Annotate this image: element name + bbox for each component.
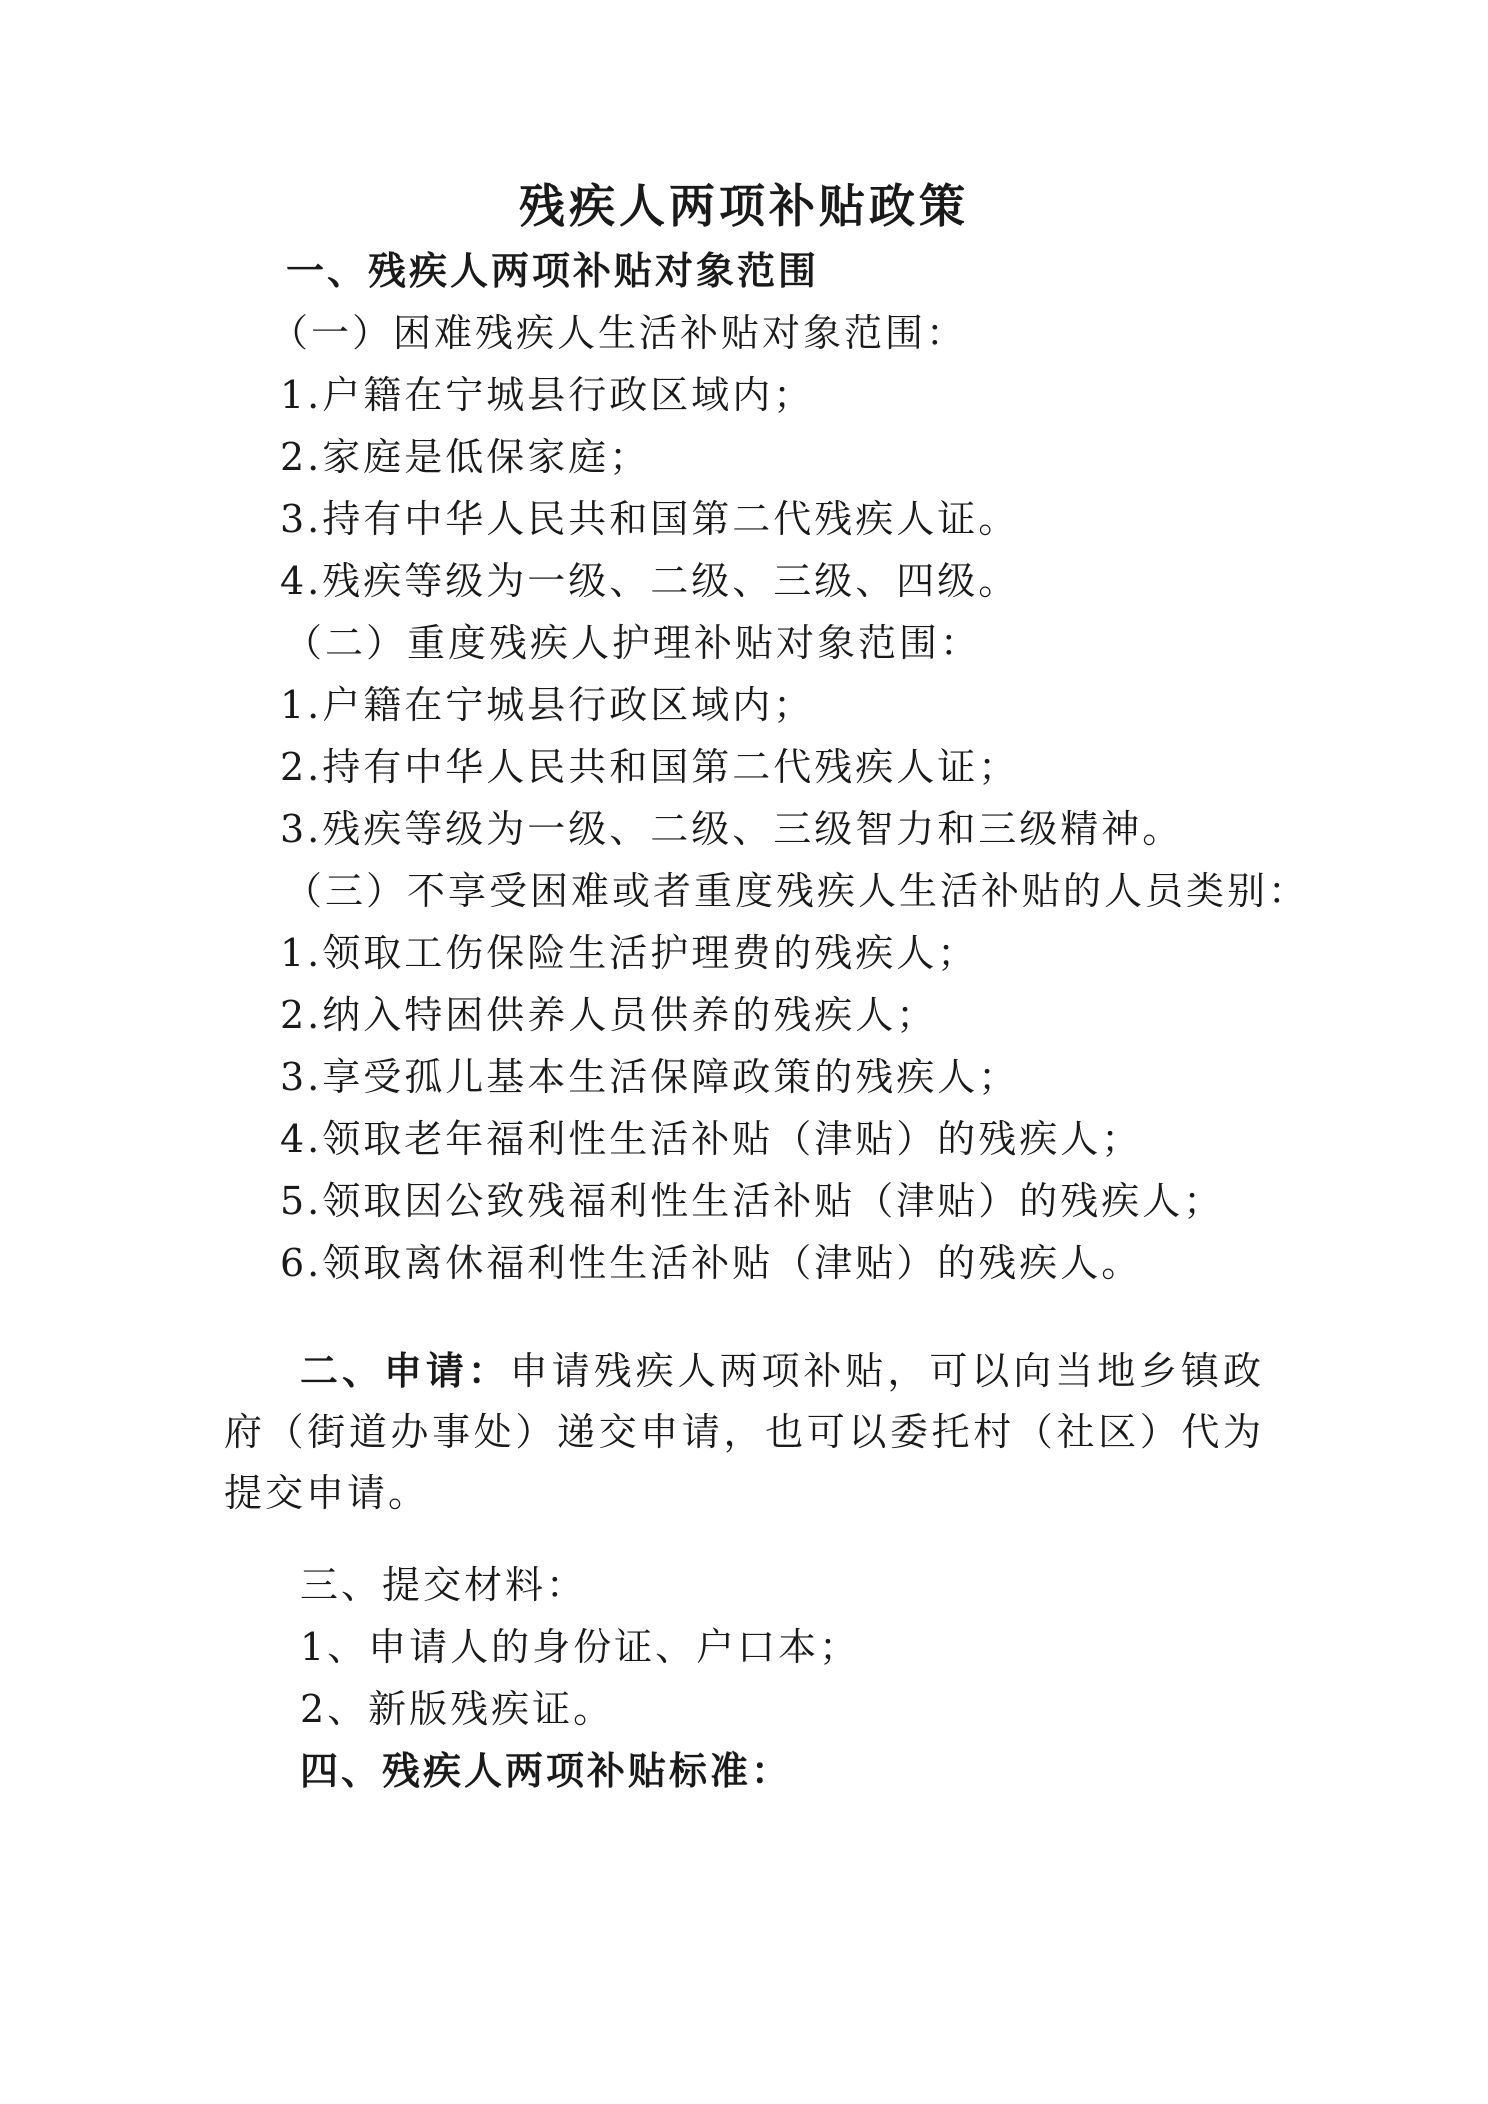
sub2-item: 2.持有中华人民共和国第二代残疾人证； — [280, 745, 1020, 789]
sub2-item: 3.残疾等级为一级、二级、三级智力和三级精神。 — [280, 807, 1184, 851]
sub1-heading: （一）困难残疾人生活补贴对象范围： — [270, 311, 968, 355]
sub3-item: 4.领取老年福利性生活补贴（津贴）的残疾人； — [280, 1117, 1143, 1161]
section4-heading: 四、残疾人两项补贴标准： — [300, 1748, 793, 1793]
sub3-item: 5.领取因公致残福利性生活补贴（津贴）的残疾人； — [280, 1179, 1225, 1223]
sub3-item: 6.领取离休福利性生活补贴（津贴）的残疾人。 — [280, 1241, 1143, 1285]
section3-heading: 三、提交材料： — [300, 1563, 588, 1607]
section3-item: 1、申请人的身份证、户口本； — [300, 1625, 861, 1669]
section2-paragraph — [224, 1340, 1264, 1524]
sub1-item: 1.户籍在宁城县行政区域内； — [280, 373, 815, 417]
sub3-item: 2.纳入特困供养人员供养的残疾人； — [280, 993, 938, 1037]
section2-body: 申请残疾人两项补贴，可以向当地乡镇政府（街道办事处）递交申请，也可以委托村（社区）代为提交申请。 — [224, 1349, 1264, 1515]
sub3-heading: （三）不享受困难或者重度残疾人生活补贴的人员类别： — [284, 869, 1310, 913]
sub3-item: 3.享受孤儿基本生活保障政策的残疾人； — [280, 1055, 1020, 1099]
sub2-heading: （二）重度残疾人护理补贴对象范围： — [284, 621, 982, 665]
section3-item: 2、新版残疾证。 — [300, 1687, 615, 1731]
section1-heading: 一、残疾人两项补贴对象范围 — [286, 248, 820, 293]
sub1-item: 4.残疾等级为一级、二级、三级、四级。 — [280, 559, 1020, 603]
sub2-item: 1.户籍在宁城县行政区域内； — [280, 683, 815, 727]
document-title: 残疾人两项补贴政策 — [519, 179, 969, 233]
sub1-item: 2.家庭是低保家庭； — [280, 435, 651, 479]
sub3-item: 1.领取工伤保险生活护理费的残疾人； — [280, 931, 979, 975]
sub1-item: 3.持有中华人民共和国第二代残疾人证。 — [280, 497, 1020, 541]
section2-heading: 二、申请： — [300, 1348, 510, 1393]
